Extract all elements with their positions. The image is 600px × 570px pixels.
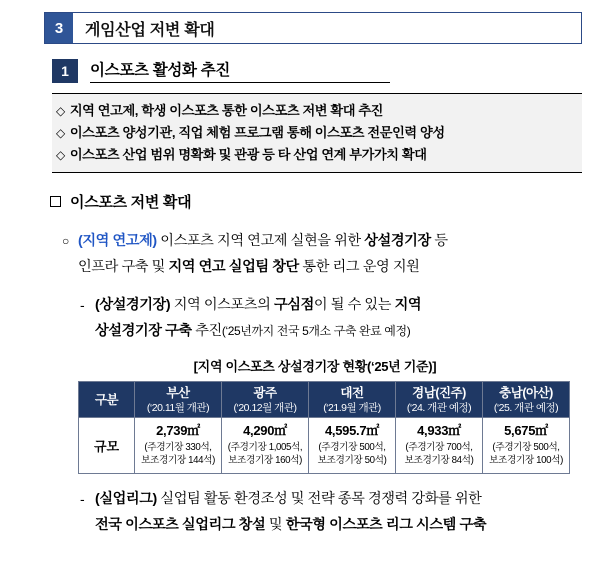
cell-value: 4,595.7㎡: [325, 423, 379, 438]
circle-bullet-icon: ○: [62, 234, 70, 248]
table-header-label: 대전: [340, 386, 364, 400]
table-header-sublabel: (‘24. 개관 예정): [406, 402, 472, 414]
cell-detail-2: 보조경기장 100석): [489, 455, 563, 466]
table-header-cell: [79, 382, 135, 418]
summary-item: [52, 144, 582, 166]
subsection-heading-text: 이스포츠 저변 확대: [70, 194, 192, 211]
table-row: [79, 418, 570, 474]
cell-value: 5,675㎡: [504, 423, 548, 438]
table-row-label: 규모: [79, 418, 135, 474]
table-header-sublabel: (‘20.12월 개관): [233, 402, 297, 414]
cell-detail-1: (주경기장 700석,: [405, 442, 473, 453]
table-header-sublabel: (‘21.9월 개관): [323, 402, 381, 414]
subsection-heading: [50, 191, 582, 212]
summary-item-text: 지역 연고제, 학생 이스포츠 통한 이스포츠 저변 확대 추진: [69, 103, 384, 118]
list-item-body: [95, 292, 421, 344]
chapter-title: 게임산업 저변 확대: [85, 21, 215, 39]
esports-stadium-table: [78, 381, 570, 474]
table-header-label: 광주: [253, 386, 277, 400]
text-run-small: (‘25년까지 전국 5개소 구축 완료 예정): [221, 324, 411, 338]
text-run-bold: 상설경기장: [364, 233, 431, 249]
text-run: 이 될 수 있는: [313, 297, 395, 313]
table-header-cell: [483, 382, 570, 418]
table-cell: [135, 418, 222, 474]
list-item: [80, 292, 576, 344]
diamond-bullet-icon: ◇: [56, 104, 65, 118]
cell-detail-1: (주경기장 500석,: [318, 442, 386, 453]
section-number: 1: [52, 59, 78, 83]
section-heading: [52, 58, 582, 83]
cell-value: 4,290㎡: [243, 423, 287, 438]
table-header-label: 구분: [94, 393, 119, 407]
table-header-label: 경남(진주): [412, 386, 466, 400]
summary-item-text: 이스포츠 산업 범위 명확화 및 관광 등 타 산업 연계 부가가치 확대: [69, 147, 427, 162]
summary-item: [52, 122, 582, 144]
text-run-bold: (실업리그): [95, 491, 157, 507]
diamond-bullet-icon: ◇: [56, 148, 65, 162]
section-title: 이스포츠 활성화 추진: [90, 58, 390, 83]
table-header-label: 충남(아산): [499, 386, 553, 400]
table-header-row: [79, 382, 570, 418]
list-item-body: [95, 486, 486, 538]
text-run-bold: 지역: [394, 297, 422, 313]
text-run-bold: (상설경기장): [95, 297, 171, 313]
cell-value: 4,933㎡: [417, 423, 461, 438]
cell-value: 2,739㎡: [156, 423, 200, 438]
list-item: [80, 486, 576, 538]
dash-bullet-icon: -: [80, 491, 85, 507]
text-run-bold: 전국 이스포츠 실업리그 창설: [95, 517, 266, 533]
cell-detail-2: 보조경기장 50석): [317, 455, 387, 466]
cell-detail-2: 보조경기장 144석): [141, 455, 215, 466]
dash-bullet-icon: -: [80, 297, 85, 313]
table-cell: [396, 418, 483, 474]
text-run-bold: 지역 연고 실업팀 창단: [168, 259, 299, 275]
text-run-bold: 한국형 이스포츠 리그 시스템 구축: [285, 517, 487, 533]
table-header-cell: [396, 382, 483, 418]
text-run: 이스포츠 지역 연고제 실현을 위한: [156, 233, 365, 249]
cell-detail-1: (주경기장 500석,: [492, 442, 560, 453]
table-caption: [지역 이스포츠 상설경기장 현황(‘25년 기준)]: [193, 359, 437, 374]
text-run: 실업팀 활동 환경조성 및 전략 종목 경쟁력 강화를 위한: [156, 491, 482, 507]
text-run: 추진: [191, 323, 222, 339]
summary-item-text: 이스포츠 양성기관, 직업 체험 프로그램 통해 이스포츠 전문인력 양성: [69, 125, 445, 140]
table-header-label: 부산: [166, 386, 190, 400]
diamond-bullet-icon: ◇: [56, 126, 65, 140]
highlight-term: (지역 연고제): [78, 233, 157, 249]
text-run: 인프라 구축 및: [78, 259, 169, 275]
cell-detail-2: 보조경기장 84석): [404, 455, 474, 466]
table-header-cell: [309, 382, 396, 418]
cell-detail-1: (주경기장 330석,: [144, 442, 212, 453]
text-run-bold: 상설경기장 구축: [95, 323, 192, 339]
text-run-bold: 구심점: [273, 297, 314, 313]
chapter-number: 3: [45, 13, 73, 43]
table-header-sublabel: (‘20.11월 개관): [146, 402, 210, 414]
text-run: 통한 리그 운영 지원: [298, 259, 420, 275]
table-cell: [309, 418, 396, 474]
text-run: 지역 이스포츠의: [170, 297, 274, 313]
text-run: 및: [265, 517, 286, 533]
cell-detail-2: 보조경기장 160석): [228, 455, 302, 466]
square-bullet-icon: [50, 196, 61, 207]
list-item: [62, 228, 574, 280]
text-run: 등: [430, 233, 448, 249]
table-header-sublabel: (‘25. 개관 예정): [493, 402, 559, 414]
table-cell: [222, 418, 309, 474]
cell-detail-1: (주경기장 1,005석,: [227, 442, 303, 453]
table-cell: [483, 418, 570, 474]
table-header-cell: [222, 382, 309, 418]
list-item-body: [78, 228, 448, 280]
summary-item: [52, 100, 582, 122]
chapter-heading: [44, 12, 582, 44]
table-header-cell: [135, 382, 222, 418]
summary-box: [52, 93, 582, 173]
